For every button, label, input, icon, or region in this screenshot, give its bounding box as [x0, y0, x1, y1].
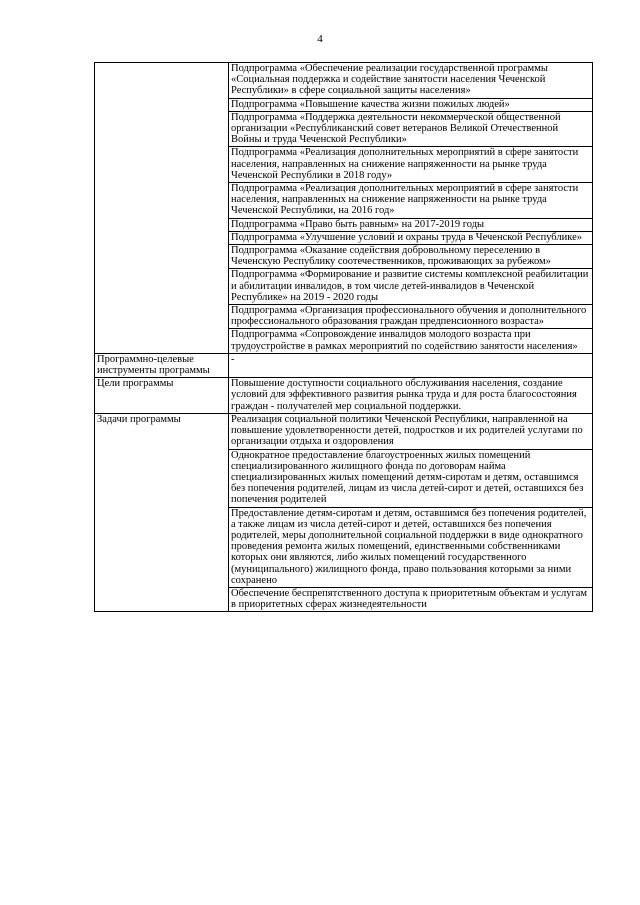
row-content: Обеспечение беспрепятственного доступа к приоритетным объектам и услугам в приоритетных сферах жизнедеятельности [229, 587, 593, 611]
row-label: Цели программы [95, 378, 229, 414]
row-content: Подпрограмма «Сопровождение инвалидов молодого возраста при трудоустройстве в рамках мероприятий по содействию занятости населения» [229, 329, 593, 353]
row-content: Повышение доступности социального обслуживания населения, создание условий для эффективного развития рынка труда и для роста благосостояния граждан - получателей мер социальной поддержки. [229, 378, 593, 414]
program-passport-table [94, 62, 593, 612]
table-row [95, 413, 593, 449]
row-label [95, 63, 229, 354]
row-content: Подпрограмма «Реализация дополнительных мероприятий в сфере занятости населения, направленных на снижение напряженности на рынке труда Чеченской Республики в 2018 году» [229, 147, 593, 183]
page-number: 4 [317, 33, 323, 45]
row-content: Подпрограмма «Реализация дополнительных мероприятий в сфере занятости населения, направленных на снижение напряженности на рынке труда Чеченской Республики, на 2016 год» [229, 183, 593, 219]
row-content: Однократное предоставление благоустроенных жилых помещений специализированного жилищного фонда по договорам найма специализированных жилых помещений детям-сиротам и детям, оставшимся без попечения родителей, лицам из числа детей-сирот и детей, оставшихся без попечения родителей [229, 449, 593, 507]
row-content: Подпрограмма «Оказание содействия добровольному переселению в Чеченскую Республику соотечественников, проживающих за рубежом» [229, 245, 593, 269]
row-label: Программно-целевые инструменты программы [95, 353, 229, 377]
row-content: Подпрограмма «Поддержка деятельности некоммерческой общественной организации «Республиканский совет ветеранов Великой Отечественной Войны и труда Чеченской Республики» [229, 111, 593, 147]
table-body [95, 63, 593, 612]
table-row [95, 63, 593, 99]
row-content: Подпрограмма «Право быть равным» на 2017-2019 годы [229, 218, 593, 231]
row-content: Подпрограмма «Улучшение условий и охраны труда в Чеченской Республике» [229, 231, 593, 244]
row-content: Подпрограмма «Обеспечение реализации государственной программы «Социальная поддержка и содействие занятости населения Чеченской Республики» в сфере социальной защиты населения» [229, 63, 593, 99]
row-content: Подпрограмма «Формирование и развитие системы комплексной реабилитации и абилитации инвалидов, в том числе детей-инвалидов в Чеченской Республике» на 2019 - 2020 годы [229, 269, 593, 305]
row-content: Реализация социальной политики Чеченской Республики, направленной на повышение удовлетворенности детей, подростков и их родителей услугами по организации отдыха и оздоровления [229, 413, 593, 449]
table-row [95, 378, 593, 414]
row-content: Подпрограмма «Организация профессионального обучения и дополнительного профессионального образования граждан предпенсионного возраста» [229, 305, 593, 329]
row-content: Подпрограмма «Повышение качества жизни пожилых людей» [229, 98, 593, 111]
table-row [95, 353, 593, 377]
row-label: Задачи программы [95, 413, 229, 611]
row-content: Предоставление детям-сиротам и детям, оставшимся без попечения родителей, а также лицам из числа детей-сирот и детей, оставшихся без попечения родителей, меры дополнительной социальной поддержки в виде однократного проведения ремонта жилых помещений, единственными собственниками которых они являются, либо жилых помещений государственного (муниципального) жилищного фонда, право пользования которыми за ними сохранено [229, 507, 593, 587]
row-content: - [229, 353, 593, 377]
